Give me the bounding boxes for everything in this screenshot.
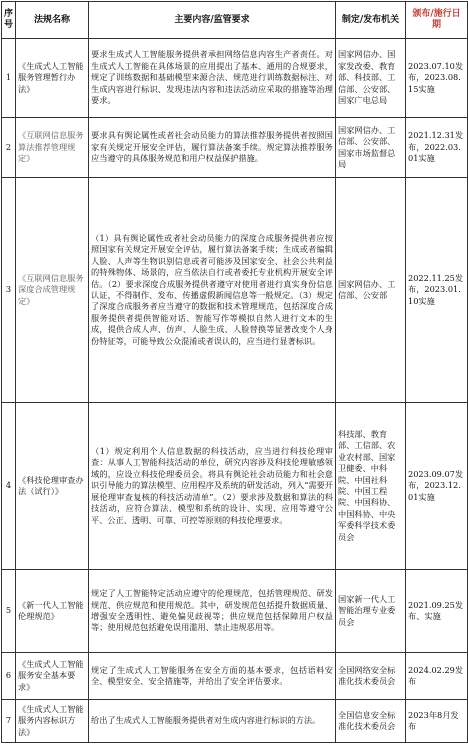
row-dates: 2021.09.25发布、实施 bbox=[406, 570, 468, 653]
row-seq: 5 bbox=[2, 570, 16, 653]
table-row bbox=[2, 178, 468, 403]
table-row bbox=[2, 653, 468, 700]
row-dates: 2021.12.31发布，2022.03.01实施 bbox=[406, 118, 468, 178]
row-seq: 2 bbox=[2, 118, 16, 178]
row-seq: 7 bbox=[2, 700, 16, 743]
row-content: 规定了人工智能特定活动应遵守的伦理规范，包括管理规范、研发规范、供应规范和使用规范。其中，研发规范包括提升数据质量、增强安全透明性、避免偏见歧视等；供应规范包括保障用户权益等；使用规范包括避免误用滥用、禁止违规恶用等。 bbox=[89, 570, 336, 653]
table-row bbox=[2, 118, 468, 178]
row-name: 《生成式人工智能服务内容标识方法》 bbox=[16, 700, 89, 743]
row-name: 《互联网信息服务深度合成管理规定》 bbox=[16, 178, 89, 403]
row-content: （1）规定利用个人信息数据的科技活动，应当进行科技伦理审查：从事人工智能科技活动的单位，研究内容涉及科技伦理敏感领域的，应设立科技伦理委员会。将具有舆论社会动员能力和社会意识引导能力的算法模型、应用程序及系统的研发活动，列入“需要开展伦理审查复核的科技活动清单”。（2）要求涉及数据和算法的科技活动，应符合算法、模型和系统的设计、实现、应用等遵守公平、公正、透明、可靠、可控等原则的科技伦理要求。 bbox=[89, 403, 336, 570]
row-authority: 科技部、教育部、工信部、农业农村部、国家卫健委、中科院、中国社科院、中国工程院、中国科协、中国科协、中央军委科学技术委员会 bbox=[336, 403, 406, 570]
row-name: 《生成式人工智能服务管理暂行办法》 bbox=[16, 39, 89, 118]
row-seq: 6 bbox=[2, 653, 16, 700]
table-row bbox=[2, 570, 468, 653]
row-content: 给出了生成式人工智能服务提供者对生成内容进行标识的方法。 bbox=[89, 700, 336, 743]
row-content: 要求具有舆论属性或者社会动员能力的算法推荐服务提供者按照国家有关规定开展安全评估，履行算法备案手续。规定算法推荐服务应当遵守的具体服务规范和用户权益保护措施。 bbox=[89, 118, 336, 178]
table-header-row bbox=[2, 2, 468, 39]
row-seq: 3 bbox=[2, 178, 16, 403]
table-row bbox=[2, 39, 468, 118]
row-authority: 国家网信办、工信部、公安部、国家市场监督总局 bbox=[336, 118, 406, 178]
table-row bbox=[2, 403, 468, 570]
row-authority: 国家网信办、国家发改委、教育部、科技部、工信部、公安部、国家广电总局 bbox=[336, 39, 406, 118]
regulations-table bbox=[1, 1, 468, 743]
row-authority: 全国信息安全标准化技术委员会 bbox=[336, 700, 406, 743]
header-dates: 颁布/施行日期 bbox=[406, 2, 468, 39]
row-seq: 1 bbox=[2, 39, 16, 118]
row-dates: 2024.02.29发布 bbox=[406, 653, 468, 700]
row-authority: 全国网络安全标准化技术委员会 bbox=[336, 653, 406, 700]
row-seq: 4 bbox=[2, 403, 16, 570]
row-name: 《新一代人工智能伦理规范》 bbox=[16, 570, 89, 653]
row-name: 《科技伦理审查办法（试行）》 bbox=[16, 403, 89, 570]
row-dates: 2022.11.25发布，2023.01.10实施 bbox=[406, 178, 468, 403]
row-authority: 国家网信办、工信部、公安部 bbox=[336, 178, 406, 403]
row-dates: 2023.09.07发布，2023.12.01实施 bbox=[406, 403, 468, 570]
row-content: （1）具有舆论属性或者社会动员能力的深度合成服务提供者应按照国家有关规定开展安全评估，履行算法备案手续；生成或者编辑人脸、人声等生物识别信息或者可能涉及国家安全、社会公共利益的特殊物体、场景的，应当依法自行或者委托专业机构开展安全评估。（2）要求深度合成服务提供者遵守对使用者进行真实身份信息认证，不得制作、发布、传播虚假新闻信息等一般规定。（3）规定了深度合成服务者应当遵守的数据和技术管理规范，包括深度合成服务提供者提供智能对话、智能写作等模拟自然人进行文本的生成，提供合成人声、仿声、人脸生成、人脸替换等显著改变个人身份特征等，可能导致公众混淆或者误认的，应当进行显著标识。 bbox=[89, 178, 336, 403]
row-dates: 2023年8月发布 bbox=[406, 700, 468, 743]
row-name: 《互联网信息服务算法推荐管理规定》 bbox=[16, 118, 89, 178]
header-seq: 序号 bbox=[2, 2, 16, 39]
row-dates: 2023.07.10发布，2023.08.15实施 bbox=[406, 39, 468, 118]
row-name: 《生成式人工智能服务安全基本要求》 bbox=[16, 653, 89, 700]
row-content: 规定了生成式人工智能服务在安全方面的基本要求，包括语料安全、模型安全、安全措施等，并给出了安全评估要求。 bbox=[89, 653, 336, 700]
table-row bbox=[2, 700, 468, 743]
row-authority: 国家新一代人工智能治理专业委员会 bbox=[336, 570, 406, 653]
header-authority: 制定/发布机关 bbox=[336, 2, 406, 39]
header-name: 法规名称 bbox=[16, 2, 89, 39]
row-content: 要求生成式人工智能服务提供者承担网络信息内容生产者责任。对生成式人工智能在具体场景的应用提出了基本、通用的合规要求，规定了训练数据和基础模型来源合法、规范进行训练数据标注、对生成内容进行标识、发现违法内容和违法活动应采取的措施等治理要求。 bbox=[89, 39, 336, 118]
header-content: 主要内容/监管要求 bbox=[89, 2, 336, 39]
